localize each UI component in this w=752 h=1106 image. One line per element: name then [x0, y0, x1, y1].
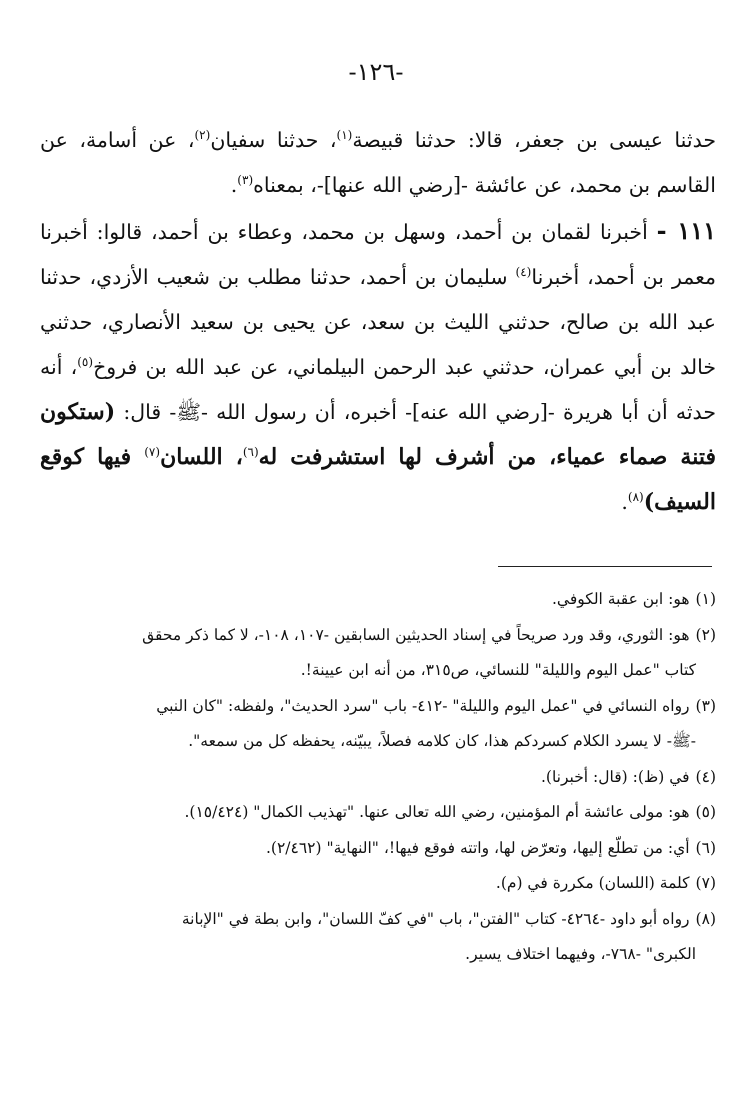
footnote-5	[40, 795, 716, 831]
footnote-number: (٧)	[695, 874, 716, 892]
footnote-1	[40, 582, 716, 618]
hadith-text: فيها كوقع السيف)	[40, 444, 716, 515]
footnote-ref-2[interactable]: (٢)	[194, 128, 211, 143]
footnote-number: (٣)	[695, 696, 716, 715]
footnote-7	[40, 866, 716, 902]
paragraph-2	[40, 208, 716, 525]
footnote-divider	[498, 566, 712, 567]
footnote-ref-7[interactable]: (٧)	[144, 445, 161, 460]
footnote-2	[40, 618, 716, 689]
page-number: -١٢٦-	[348, 58, 404, 86]
text-span: ، عن أسامة، عن القاسم بن محمد، عن عائشة -[رضي الله عنها]-، بمعناه	[40, 128, 716, 197]
footnote-ref-5[interactable]: (٥)	[77, 355, 94, 370]
footnote-text: رواه أبو داود -٤٢٦٤- كتاب "الفتن"، باب "في كفّ اللسان"، وابن بطة في "الإبانة	[181, 909, 690, 928]
footnotes	[40, 582, 716, 973]
footnote-text: هو: ابن عقبة الكوفي.	[552, 590, 690, 608]
footnote-number: (٨)	[695, 909, 716, 928]
footnote-number: (٥)	[695, 803, 716, 821]
hadith-text: (ستكون فتنة صماء عمياء، من أشرف لها استشرفت له	[40, 399, 717, 470]
footnote-text: في (ظ): (قال: أخبرنا).	[540, 767, 690, 786]
footnote-text: رواه النسائي في "عمل اليوم والليلة" -٤١٢- باب "سرد الحديث"، ولفظه: "كان النبي	[156, 696, 690, 715]
text-span: ، حدثنا سفيان	[210, 128, 337, 152]
text-span: حدثنا عيسى بن جعفر، قالا: حدثنا قبيصة	[352, 128, 717, 152]
footnote-ref-1[interactable]: (١)	[336, 128, 353, 143]
text-span: .	[230, 173, 238, 197]
footnote-number: (١)	[695, 590, 716, 608]
footnote-number: (٦)	[695, 838, 716, 857]
footnote-continuation: -ﷺ- لا يسرد الكلام كسردكم هذا، كان كلامه فصلاً، يبيّنه، يحفظه كل من سمعه".	[188, 732, 696, 750]
footnote-8	[40, 902, 716, 973]
footnote-number: (٤)	[695, 767, 716, 786]
paragraph-1	[40, 118, 716, 208]
footnote-text: أي: من تطلّع إليها، وتعرّض لها، واتته فوقع فيها!، "النهاية" (٢/٤٦٢).	[265, 838, 690, 857]
footnote-ref-6[interactable]: (٦)	[242, 445, 259, 460]
footnote-text: كلمة (اللسان) مكررة في (م).	[495, 874, 690, 892]
text-span: أخبرنا لقمان بن أحمد، وسهل بن محمد، وعطاء بن أحمد، قالوا: أخبرنا معمر بن أحمد، أخبرنا	[40, 220, 716, 289]
text-span: ، أنه حدثه أن أبا هريرة -[رضي الله عنه]- أخبره، أن رسول الله -ﷺ- قال:	[40, 355, 716, 424]
footnote-ref-8[interactable]: (٨)	[627, 490, 644, 505]
footnote-ref-4[interactable]: (٤)	[515, 265, 532, 280]
footnote-text: هو: مولى عائشة أم المؤمنين، رضي الله تعالى عنها. "تهذيب الكمال" (١٥/٤٢٤).	[184, 803, 690, 821]
main-text	[40, 118, 716, 525]
footnote-continuation: كتاب "عمل اليوم والليلة" للنسائي، ص٣١٥، من أنه ابن عيينة!.	[300, 661, 696, 679]
hadith-number: ١١١ -	[656, 216, 716, 245]
footnote-continuation: الكبرى" -٧٦٨-، وفيهما اختلاف يسير.	[465, 945, 696, 963]
hadith-text: ، اللسان	[160, 444, 243, 470]
footnote-ref-3[interactable]: (٣)	[237, 173, 254, 188]
footnote-number: (٢)	[695, 625, 716, 644]
footnote-4	[40, 760, 716, 796]
footnote-3	[40, 689, 716, 760]
text-span: سليمان بن أحمد، حدثنا مطلب بن شعيب الأزدي، حدثنا عبد الله بن صالح، حدثني الليث بن سعد، عن يحيى بن سعيد الأنصاري، حدثني خالد بن أبي عمران، حدثني عبد الرحمن البيلماني، عن عبد الله بن فروخ	[40, 265, 716, 379]
footnote-text: هو: الثوري، وقد ورد صريحاً في إسناد الحديثين السابقين -١٠٧، ١٠٨-، لا كما ذكر محقق	[142, 625, 690, 644]
footnote-6	[40, 831, 716, 867]
text-span: .	[621, 490, 628, 514]
